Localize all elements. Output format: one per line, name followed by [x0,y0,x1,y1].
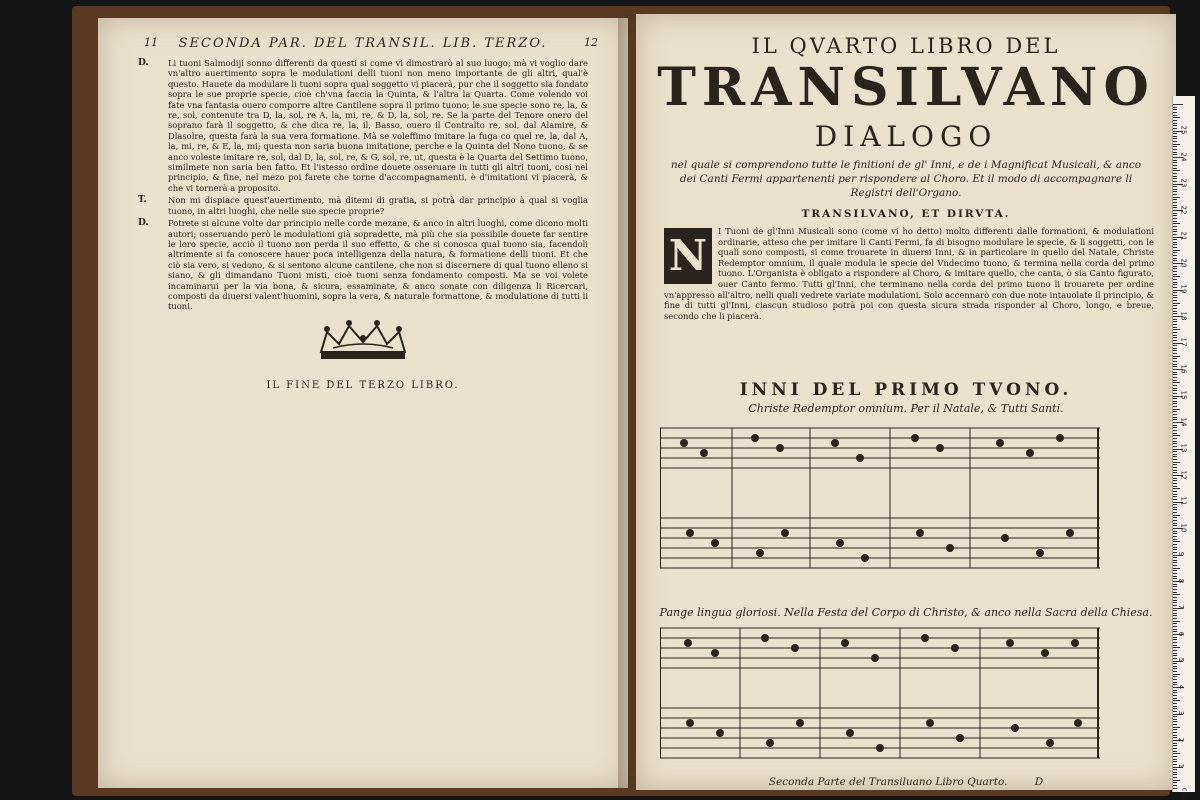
ruler-tick [1173,308,1177,309]
hymn-caption-1: Christe Redemptor omnium. Per il Natale, & Tutti Santi. [748,402,1064,415]
ruler-tick [1173,125,1177,126]
ruler-tick [1173,170,1180,171]
ruler-tick [1173,411,1177,412]
speaker: D. [138,58,149,68]
ruler-tick [1173,557,1177,558]
ruler-tick [1173,104,1183,105]
ruler-label: 12 [1179,470,1188,479]
ruler-tick [1173,112,1177,113]
ruler-label: cm [1180,787,1189,798]
ruler-label: 24 [1179,152,1188,161]
ruler-tick [1173,417,1177,418]
ruler-tick [1173,509,1177,510]
ruler-tick [1173,478,1177,479]
ruler-tick [1173,743,1177,744]
ruler-tick [1173,337,1177,338]
ruler-tick [1173,668,1177,669]
ruler-tick [1173,549,1177,550]
ruler-tick [1173,541,1180,542]
ruler-tick [1173,653,1177,654]
ruler-tick [1173,353,1177,354]
ruler-tick [1173,115,1177,116]
ruler-label: 23 [1179,178,1188,188]
ruler-tick [1173,374,1177,375]
ruler-tick [1173,345,1177,346]
ruler-tick [1173,385,1177,386]
dialogue [138,58,588,314]
ruler-tick [1173,366,1177,367]
ruler-tick [1173,589,1177,590]
ruler-tick [1173,247,1177,248]
ruler-tick [1173,515,1180,516]
ruler-tick [1173,748,1177,749]
ruler-tick [1173,520,1177,521]
title-line-2: TRANSILVANO [657,57,1155,118]
dialogue-turn [138,195,588,216]
ruler-label: 1 [1177,763,1186,769]
ruler-tick [1173,133,1177,134]
ruler-tick [1173,311,1177,312]
music-staff-2 [660,620,1100,770]
ruler-tick [1173,231,1177,232]
ruler-tick [1173,645,1177,646]
ruler-tick [1173,456,1177,457]
ruler-label: 11 [1179,496,1188,506]
ruler-tick [1173,512,1177,513]
ruler-tick [1173,414,1177,415]
ruler-tick [1173,570,1177,571]
ruler-tick [1173,226,1177,227]
ruler-tick [1173,745,1177,746]
ruler-tick [1173,213,1177,214]
ruler-tick [1173,295,1177,296]
ruler-label: 20 [1179,258,1188,267]
ruler-tick [1173,123,1177,124]
ruler-tick [1173,136,1177,137]
ruler-tick [1173,438,1177,439]
ruler-tick [1173,496,1177,497]
ruler-tick [1173,327,1177,328]
ruler-tick [1173,332,1177,333]
ruler-tick [1173,160,1177,161]
ruler-tick [1173,398,1177,399]
crown-ornament [98,318,628,366]
ruler-tick [1173,735,1177,736]
ruler-tick [1173,650,1177,651]
ruler-label: 15 [1179,390,1188,400]
ruler-tick [1173,152,1177,153]
ruler-tick [1173,446,1177,447]
ruler-tick [1173,525,1177,526]
ruler-tick [1173,199,1177,200]
ruler-tick [1173,676,1177,677]
ruler-tick [1173,594,1180,595]
ruler-tick [1173,350,1177,351]
title-line-3: DIALOGO [814,120,998,153]
ruler-tick [1173,517,1177,518]
ruler-tick [1173,491,1177,492]
ruler-tick [1173,274,1177,275]
ruler-tick [1173,637,1177,638]
ruler-tick [1173,144,1180,145]
ruler-tick [1173,504,1177,505]
drop-cap: N [664,228,712,284]
ruler-label: 17 [1179,337,1188,347]
ruler-tick [1173,244,1177,245]
ruler-tick [1173,576,1177,577]
ruler-tick [1173,695,1177,696]
ruler-tick [1173,435,1180,436]
speaker: T. [138,195,147,206]
ruler-tick [1173,403,1177,404]
ruler-tick [1173,708,1177,709]
ruler-tick [1173,181,1177,182]
ruler-tick [1173,639,1177,640]
ruler-tick [1173,419,1177,420]
ruler-label: 21 [1179,231,1188,241]
ruler-tick [1173,536,1177,537]
ruler-tick [1173,218,1177,219]
ruler-tick [1173,361,1177,362]
ruler-tick [1173,176,1177,177]
ruler-tick [1173,629,1177,630]
ruler-tick [1173,562,1177,563]
ruler-tick [1173,284,1177,285]
ruler-label: 16 [1179,364,1188,373]
ruler-tick [1173,425,1177,426]
ruler-tick [1173,146,1177,147]
ruler-tick [1173,716,1177,717]
ruler-tick [1173,560,1177,561]
ruler-tick [1173,782,1177,783]
ruler-tick [1173,313,1177,314]
ruler-tick [1173,480,1177,481]
ruler-tick [1173,719,1177,720]
ruler-tick [1173,494,1177,495]
ruler-tick [1173,523,1177,524]
ruler-tick [1173,149,1177,150]
ruler-tick [1173,173,1177,174]
ruler-tick [1173,568,1180,569]
ruler-tick [1173,772,1177,773]
ruler-tick [1173,666,1177,667]
ruler-tick [1173,459,1177,460]
ruler-tick [1173,472,1177,473]
ruler-label: 10 [1179,523,1188,532]
ruler-tick [1173,451,1177,452]
ruler-tick [1173,573,1177,574]
ruler-tick [1173,287,1177,288]
speaker: D. [138,218,149,229]
speech: Potrete si alcune volte dar principio nelle corde mezane, & anco in altri luoghi, come dicono molti autori; osseruando però le modulationi già sopradette, mà più che sia possibile douete far sentire le loro specie, acciò il tuono non perda il suo effetto, & che si conosca qual tuono sia, facendoli altrimente si fa conoscere hauer poca intelligenza della natura, & formatione delli tuoni. Et che ciò sia vero, si vedono, & si sentono alcune cantilene, che non si discernere di qual tuono elleno si siano, & gli dimandano Tuoni misti, cioè tuoni senza fondamento composti. Ma se voi volete incaminarui per la via bona, & sicura, essaminate, & anco sonate con diligenza li Ricercari, composti da diuersi valent'huomini, sopra la vera, & naturale formattone, & modulatione di tutti li tuoni. [168,218,588,312]
ruler-tick [1173,138,1177,139]
ruler-tick [1173,655,1177,656]
ruler-tick [1173,690,1177,691]
ruler-tick [1173,191,1177,192]
ruler-tick [1173,647,1180,648]
ruler-tick [1173,340,1177,341]
page-footer [636,776,1176,788]
ruler-tick [1173,348,1177,349]
ruler-tick [1173,600,1177,601]
dialogue-turn [138,58,588,193]
ruler-label: 25 [1179,125,1188,135]
ruler-tick [1173,761,1177,762]
ruler-tick [1173,486,1177,487]
ruler-tick [1173,197,1180,198]
ruler-tick [1173,785,1177,786]
ruler-tick [1173,128,1177,129]
ruler-tick [1173,168,1177,169]
ruler-tick [1173,602,1177,603]
ruler-tick [1173,774,1177,775]
ruler-tick [1173,221,1177,222]
ruler-label: 19 [1179,284,1188,294]
ruler-tick [1173,700,1180,701]
ruler-tick [1173,777,1177,778]
ruler-tick [1173,372,1177,373]
ruler-tick [1173,706,1177,707]
ruler-tick [1173,388,1177,389]
ruler-tick [1173,671,1177,672]
ruler-tick [1173,499,1177,500]
ruler-tick [1173,356,1180,357]
ruler-tick [1173,229,1177,230]
ruler-tick [1173,663,1177,664]
ruler-tick [1173,276,1180,277]
ruler-tick [1173,539,1177,540]
ruler-tick [1173,303,1180,304]
ruler-tick [1173,282,1177,283]
music-staff-1 [660,418,1100,598]
ruler-tick [1173,297,1177,298]
ruler-tick [1173,401,1177,402]
ruler-tick [1173,533,1177,534]
dialogue-turn [138,218,588,312]
ruler-tick [1173,626,1177,627]
ruler-tick [1173,189,1177,190]
hymn-caption-2: Pange lingua gloriosi. Nella Festa del Corpo di Christo, & anco nella Sacra della Chiesa. [659,606,1153,619]
subtitle: nel quale si comprendono tutte le finitioni de gl' Inni, e de i Magnificat Musicali, & anco dei Canti Fermi appartenenti per rispondere al Choro. Et il modo di accompagnare li Registri dell'Organo. [670,159,1142,199]
ruler-tick [1173,454,1177,455]
ruler-tick [1173,205,1177,206]
interlocutors: TRANSILVANO, ET DIRVTA. [801,208,1011,220]
ruler-tick [1173,242,1177,243]
ruler-tick [1173,586,1177,587]
ruler-tick [1173,292,1177,293]
ruler-tick [1173,623,1177,624]
ruler-tick [1173,621,1180,622]
ruler-tick [1173,721,1177,722]
ruler-tick [1173,305,1177,306]
ruler-tick [1173,268,1177,269]
ruler-tick [1173,642,1177,643]
ruler-tick [1173,507,1177,508]
right-page [636,14,1176,790]
ruler-tick [1173,234,1177,235]
body-text [664,226,1154,321]
speech: Non mi dispiace quest'auertimento, mà ditemi di gratia, si potrà dar principio à qual si voglia tuono, in altri luoghi, che nelle sue specie proprie? [168,195,588,216]
ruler-label: 7 [1177,604,1186,610]
ruler-label: 14 [1179,417,1188,426]
ruler-tick [1173,279,1177,280]
ruler-tick [1173,443,1177,444]
ruler-tick [1173,565,1177,566]
ruler-tick [1173,215,1177,216]
ruler-label: 13 [1179,443,1188,453]
ruler-tick [1173,610,1177,611]
ruler-tick [1173,759,1177,760]
ruler-tick [1173,592,1177,593]
ruler-tick [1173,692,1177,693]
section-heading: INNI DEL PRIMO TVONO. [739,380,1073,400]
ruler-label: 4 [1177,684,1186,689]
ruler-tick [1173,266,1177,267]
ruler-tick [1173,727,1180,728]
ruler-tick [1173,107,1177,108]
ruler-tick [1173,547,1177,548]
ruler-tick [1173,239,1177,240]
ruler-tick [1173,186,1177,187]
ruler-tick [1173,483,1177,484]
ruler-tick [1173,682,1177,683]
ruler-tick [1173,756,1177,757]
ruler-tick [1173,300,1177,301]
ruler-tick [1173,732,1177,733]
book-ending: IL FINE DEL TERZO LIBRO. [266,380,460,391]
ruler-tick [1173,464,1177,465]
ruler-tick [1173,729,1177,730]
folio-right: 12 [584,36,598,49]
ruler-tick [1173,252,1177,253]
ruler-tick [1173,202,1177,203]
ruler-tick [1173,324,1177,325]
ruler-tick [1173,488,1180,489]
ruler-tick [1173,769,1177,770]
left-page [98,18,628,788]
ruler-tick [1173,207,1177,208]
ruler-tick [1173,724,1177,725]
title-line-1: IL QVARTO LIBRO DEL [751,34,1061,58]
ruler-tick [1173,194,1177,195]
ruler-tick [1173,117,1180,118]
ruler-tick [1173,467,1177,468]
ruler-tick [1173,377,1177,378]
ruler-tick [1173,679,1177,680]
ruler-tick [1173,271,1177,272]
ruler-tick [1173,597,1177,598]
ruler-tick [1173,390,1177,391]
ruler-tick [1173,358,1177,359]
ruler-label: 2 [1177,737,1186,742]
ruler-tick [1173,441,1177,442]
ruler-tick [1173,329,1180,330]
ruler-tick [1173,698,1177,699]
ruler-label: 8 [1177,578,1186,583]
ruler-label: 22 [1179,205,1188,214]
ruler-tick [1173,335,1177,336]
ruler-tick [1173,178,1177,179]
ruler-tick [1173,409,1180,410]
ruler-tick [1173,613,1177,614]
ruler-tick [1173,753,1180,754]
ruler-label: 18 [1179,311,1188,320]
running-head: SECONDA PAR. DEL TRANSIL. LIB. TERZO. [178,36,548,51]
ruler-tick [1173,223,1180,224]
ruler-tick [1173,250,1180,251]
ruler-tick [1173,109,1177,110]
ruler-tick [1173,141,1177,142]
ruler-label: 6 [1177,631,1186,636]
ruler-label: 9 [1177,551,1186,557]
folio-left: 11 [144,36,158,49]
ruler-tick [1173,674,1180,675]
ruler-tick [1173,393,1177,394]
ruler-tick [1173,751,1177,752]
ruler-tick [1173,780,1180,781]
ruler-tick [1173,618,1177,619]
ruler-tick [1173,406,1177,407]
ruler-tick [1173,433,1177,434]
footer-text: Seconda Parte del Transiluano Libro Quarto. [768,776,1008,788]
measurement-ruler [1172,96,1195,798]
ruler-tick [1173,615,1177,616]
ruler-tick [1173,470,1177,471]
ruler-tick [1173,531,1177,532]
ruler-tick [1173,703,1177,704]
ruler-tick [1173,319,1177,320]
ruler-label: 5 [1177,657,1186,663]
ruler-tick [1173,165,1177,166]
body-paragraph: I Tuoni de gl'Inni Musicali sono (come vi ho detto) molto differenti dalle formationi, & modulationi ordinarie, atteso che per imitare li Canti Fermi, fa di bisogno modulare le specie, & li soggetti, con le quali sono composti, si come trouarete in diuersi Inni, & in particolare in quello del Natale, Christe Redemptor omnium, il quale modula le specie del Vndecimo tuono, & termina nella corda del primo tuono. L'Organista è obligato a rispondere al Choro, & imitare quello, che canta, ò sia Canto figurato, ouer Canto fermo. Tutti gl'Inni, che terminano nella corda del primo tuono li trouarete per ordine vn'appresso all'altro, nelli quali vedrete variate modulationi. Solo accennarò con due note intauolate il principio, & fine di tutti gl'Inni, ciascun studioso potrà poi con questa sicura strada risponder al Choro, longo, e breue, secondo che li piacerà. [664,226,1154,321]
ruler-tick [1173,382,1180,383]
ruler-tick [1173,162,1177,163]
ruler-tick [1173,544,1177,545]
ruler-tick [1173,258,1177,259]
signature-mark: D [1034,776,1044,788]
ruler-tick [1173,462,1180,463]
ruler-tick [1173,427,1177,428]
ruler-tick [1173,788,1177,789]
ruler-tick [1173,120,1177,121]
ruler-tick [1173,430,1177,431]
ruler-label: 3 [1177,710,1186,716]
ruler-tick [1173,380,1177,381]
ruler-tick [1173,154,1177,155]
ruler-tick [1173,364,1177,365]
crown-icon [313,318,413,362]
ruler-tick [1173,255,1177,256]
ruler-tick [1173,321,1177,322]
ruler-tick [1173,260,1177,261]
speech: Li tuoni Salmodiji sonno differenti da questi si come vi dimostrarò al suo luogo; mà vi voglio dare vn'altro auertimento sopra le modulationi delli tuoni non meno importante de gli altri, qual'è questo. Hauete da modulare li tuoni sopra qual soggetto vi piacerà, pur che il soggetto sia fondato sopra le sue proprie specie, cioè ch'vna faccia la Quinta, & l'altra la Quarta. Come volendo voi fate vna fantasia ouero comporre altre Cantilene sopra il primo tuono; le sue specie sono re, la, & re, sol, contenute tra D, la, sol, re A, la, mi, re, & D, la, sol, re. Se la parte del Tenore onero del soprano farà il soggetto, & che dica re, la, il, Basso, ouero il Contralto re, sol, dal Alamire, & Dlasolre, questa farà la sua vera formatione. Mà se voleffimo imitare la fuga co quel re, la, dal A, la, mi, re, & E, la, mi; questa non saria buona imitatione, perche e la Quinta del Nono tuono, & se anco voleste imitare re, sol, dal D, la, sol, re, & G, sol, re, ut, questa è la Quarta del Settimo tuono, similmete non saria ben fatto. Et l'istesso ordine douete osseruare in tutti gli altri tuoni, cosi nel principio, & fine, nel mezo poi farete che torne d'accompagnamenti, è d'imitationi vi piacerà, & che vi tornerà a proposito. [168,58,588,193]
ruler-tick [1173,584,1177,585]
